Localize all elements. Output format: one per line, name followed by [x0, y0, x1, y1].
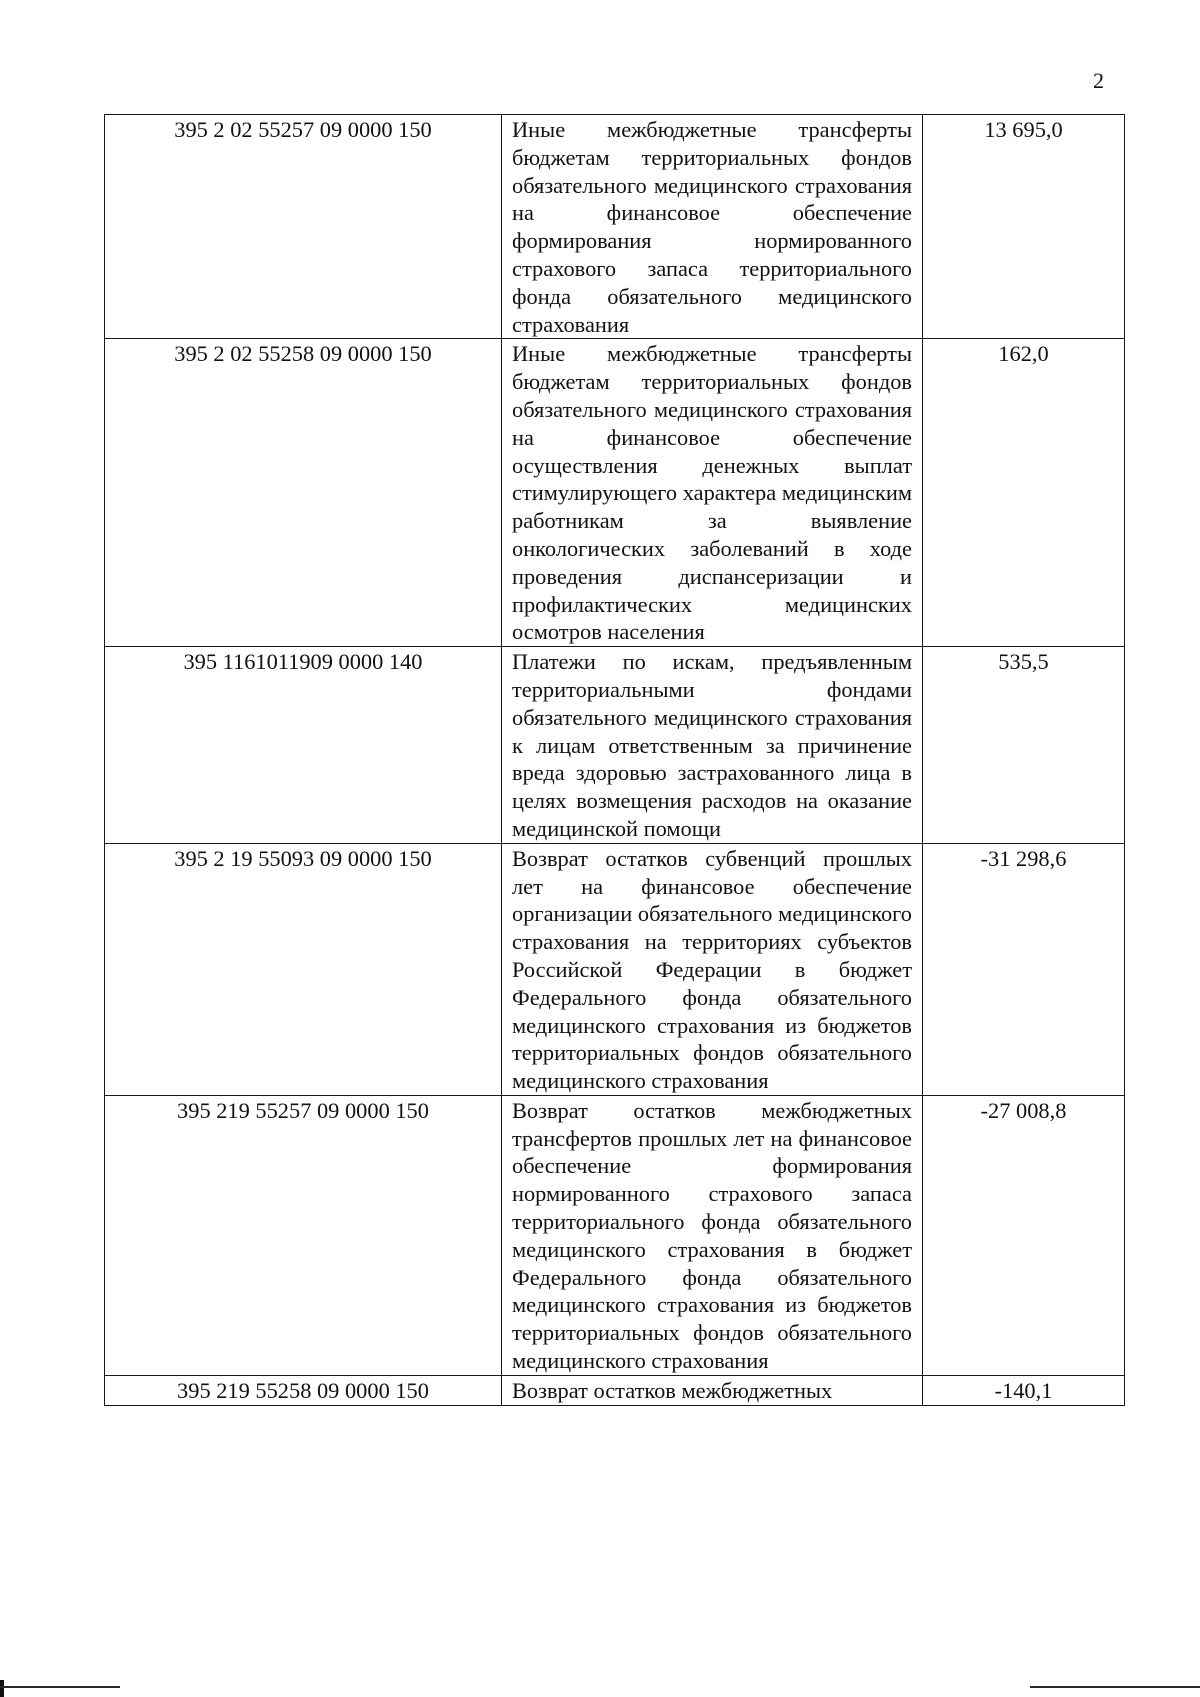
budget-code: 395 2 19 55093 09 0000 150 — [105, 843, 502, 1095]
income-description: Иные межбюджетные трансферты бюджетам территориальных фондов обязательного медицинского страхования на финансовое обеспечение формирования нормированного страхового запаса территориального фонда обязательного медицинского страхования — [502, 115, 923, 339]
scan-edge-line — [0, 1686, 120, 1688]
amount: -27 008,8 — [923, 1095, 1125, 1375]
budget-code: 395 1161011909 0000 140 — [105, 647, 502, 844]
table-row — [105, 115, 1125, 339]
page-number: 2 — [1093, 68, 1104, 93]
budget-code: 395 2 02 55258 09 0000 150 — [105, 339, 502, 647]
table-row — [105, 1095, 1125, 1375]
budget-code: 395 219 55257 09 0000 150 — [105, 1095, 502, 1375]
table-row — [105, 843, 1125, 1095]
scan-edge-line — [1030, 1686, 1200, 1688]
budget-code: 395 2 02 55257 09 0000 150 — [105, 115, 502, 339]
income-description: Возврат остатков межбюджетных — [502, 1375, 923, 1405]
income-description: Возврат остатков субвенций прошлых лет на финансовое обеспечение организации обязательного медицинского страхования на территориях субъектов Российской Федерации в бюджет Федерального фонда обязательного медицинского страхования из бюджетов территориальных фондов обязательного медицинского страхования — [502, 843, 923, 1095]
income-description: Иные межбюджетные трансферты бюджетам территориальных фондов обязательного медицинского страхования на финансовое обеспечение осуществления денежных выплат стимулирующего характера медицинским работникам за выявление онкологических заболеваний в ходе проведения диспансеризации и профилактических медицинских осмотров населения — [502, 339, 923, 647]
amount: 13 695,0 — [923, 115, 1125, 339]
amount: 162,0 — [923, 339, 1125, 647]
amount: 535,5 — [923, 647, 1125, 844]
income-description: Платежи по искам, предъявленным территориальными фондами обязательного медицинского страхования к лицам ответственным за причинение вреда здоровью застрахованного лица в целях возмещения расходов на оказание медицинской помощи — [502, 647, 923, 844]
budget-code: 395 219 55258 09 0000 150 — [105, 1375, 502, 1405]
table-row — [105, 339, 1125, 647]
amount: -140,1 — [923, 1375, 1125, 1405]
scan-edge-mark — [0, 1680, 4, 1697]
income-description: Возврат остатков межбюджетных трансфертов прошлых лет на финансовое обеспечение формирования нормированного страхового запаса территориального фонда обязательного медицинского страхования в бюджет Федерального фонда обязательного медицинского страхования из бюджетов территориальных фондов обязательного медицинского страхования — [502, 1095, 923, 1375]
table-row — [105, 1375, 1125, 1405]
budget-table — [104, 114, 1125, 1406]
amount: -31 298,6 — [923, 843, 1125, 1095]
table-row — [105, 647, 1125, 844]
